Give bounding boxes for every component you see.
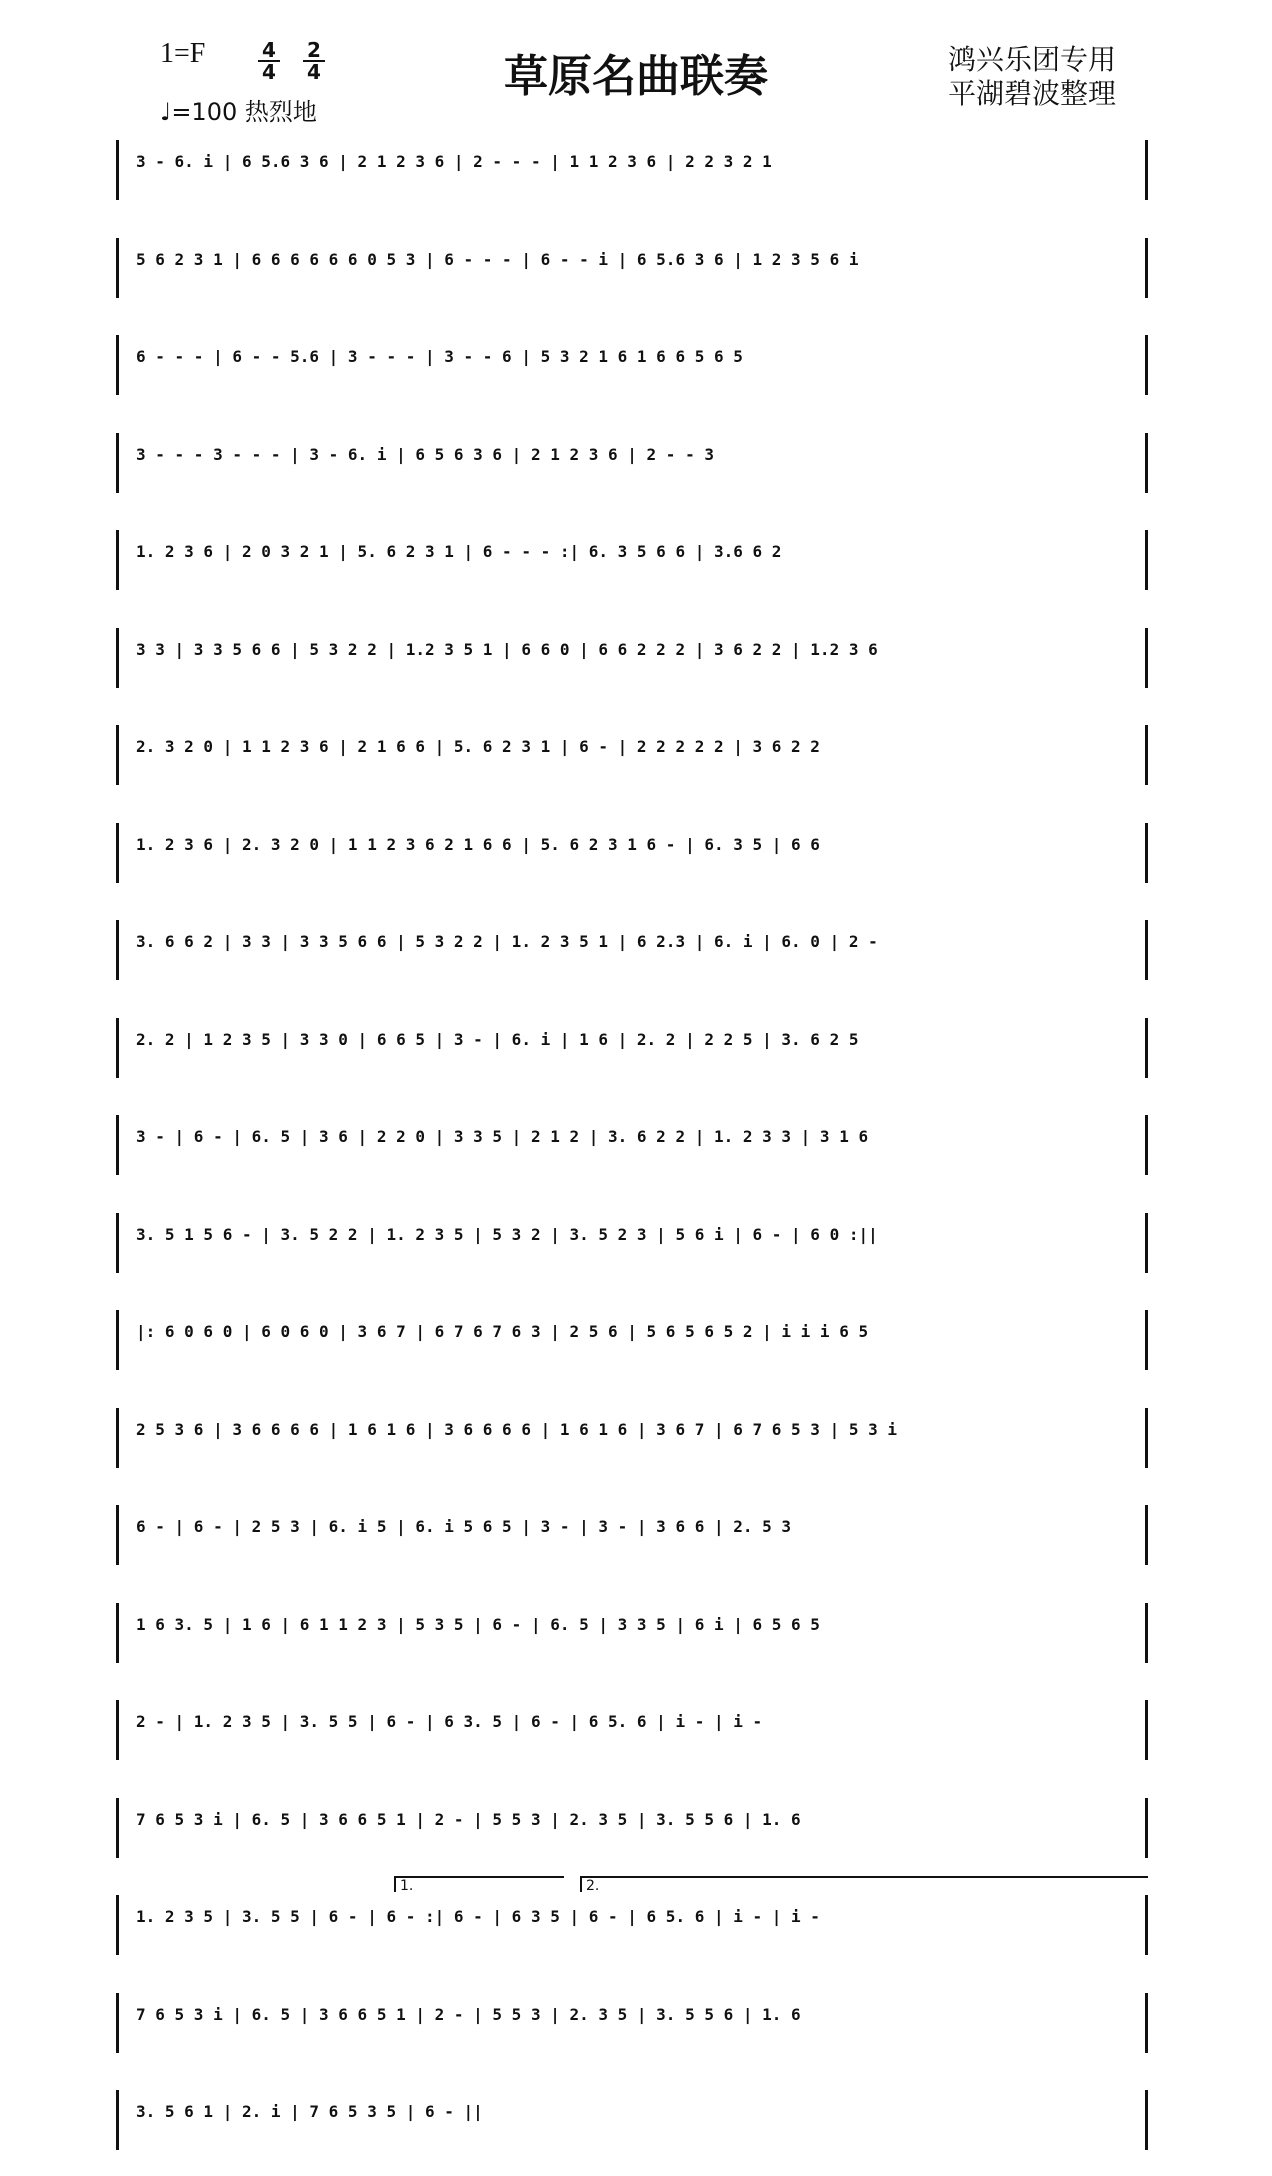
barline-right: [1145, 530, 1148, 590]
credit-line-1: 鸿兴乐团专用: [948, 43, 1117, 76]
volta-second-ending: 2.: [580, 1876, 1148, 1892]
barline-left: [116, 1603, 119, 1663]
score-line: [116, 530, 1148, 590]
barline-right: [1145, 238, 1148, 298]
notation-text: 5 6 2 3 1 | 6 6 6 6 6 6 0 5 3 | 6 - - - | 6 - - i | 6 5.6 3 6 | 1 2 3 5 6 i: [136, 249, 859, 269]
score-line: [116, 238, 1148, 298]
barline-right: [1145, 1505, 1148, 1565]
barline-right: [1145, 628, 1148, 688]
score-line: [116, 1310, 1148, 1370]
barline-left: [116, 1993, 119, 2053]
barline-left: [116, 628, 119, 688]
meter2-numerator: 2: [307, 38, 321, 62]
barline-left: [116, 1408, 119, 1468]
tempo-marking: ♩=100 热烈地: [160, 98, 317, 126]
barline-left: [116, 140, 119, 200]
credit-line-2: 平湖碧波整理: [948, 77, 1117, 110]
barline-right: [1145, 1310, 1148, 1370]
barline-right: [1145, 1408, 1148, 1468]
notation-text: 2. 3 2 0 | 1 1 2 3 6 | 2 1 6 6 | 5. 6 2 3 1 | 6 - | 2 2 2 2 2 | 3 6 2 2: [136, 737, 820, 756]
score-line: [116, 140, 1148, 200]
barline-left: [116, 823, 119, 883]
barline-left: [116, 1505, 119, 1565]
page-title: 草原名曲联奏: [504, 51, 768, 102]
score-line: [116, 628, 1148, 688]
barline-left: [116, 1213, 119, 1273]
barline-left: [116, 1700, 119, 1760]
notation-text: 7 6 5 3 i | 6. 5 | 3 6 6 5 1 | 2 - | 5 5 3 | 2. 3 5 | 3. 5 5 6 | 1. 6: [136, 1809, 801, 1829]
barline-left: [116, 1895, 119, 1955]
barline-left: [116, 1115, 119, 1175]
barline-right: [1145, 725, 1148, 785]
meter1-denominator: 4: [258, 60, 280, 82]
barline-right: [1145, 1213, 1148, 1273]
barline-left: [116, 1018, 119, 1078]
score-line: [116, 1213, 1148, 1273]
score-line: [116, 1505, 1148, 1565]
notation-text: 7 6 5 3 i | 6. 5 | 3 6 6 5 1 | 2 - | 5 5 3 | 2. 3 5 | 3. 5 5 6 | 1. 6: [136, 2004, 801, 2024]
barline-left: [116, 238, 119, 298]
barline-right: [1145, 433, 1148, 493]
notation-text: |: 6 0 6 0 | 6 0 6 0 | 3 6 7 | 6 7 6 7 6 3 | 2 5 6 | 5 6 5 6 5 2 | i i i 6 5: [136, 1322, 869, 1341]
score-line: [116, 725, 1148, 785]
barline-right: [1145, 1018, 1148, 1078]
barline-right: [1145, 823, 1148, 883]
notation-text: 2. 2 | 1 2 3 5 | 3 3 0 | 6 6 5 | 3 - | 6. i | 1 6 | 2. 2 | 2 2 5 | 3. 6 2 5: [136, 1029, 859, 1049]
score-line: [116, 1018, 1148, 1078]
notation-text: 1. 2 3 6 | 2. 3 2 0 | 1 1 2 3 6 2 1 6 6 | 5. 6 2 3 1 6 - | 6. 3 5 | 6 6: [136, 834, 820, 854]
notation-text: 3. 5 6 1 | 2. i | 7 6 5 3 5 | 6 - ||: [136, 2102, 483, 2121]
barline-right: [1145, 1700, 1148, 1760]
barline-right: [1145, 1798, 1148, 1858]
notation-text: 2 5 3 6 | 3 6 6 6 6 | 1 6 1 6 | 3 6 6 6 6 | 1 6 1 6 | 3 6 7 | 6 7 6 5 3 | 5 3 i: [136, 1419, 897, 1439]
notation-text: 6 - | 6 - | 2 5 3 | 6. i 5 | 6. i 5 6 5 | 3 - | 3 - | 3 6 6 | 2. 5 3: [136, 1517, 792, 1536]
score-line: [116, 1993, 1148, 2053]
barline-left: [116, 920, 119, 980]
notation-text: 3. 5 1 5 6 - | 3. 5 2 2 | 1. 2 3 5 | 5 3 2 | 3. 5 2 3 | 5 6 i | 6 - | 6 0 :||: [136, 1224, 878, 1244]
notation-text: 1. 2 3 5 | 3. 5 5 | 6 - | 6 - :| 6 - | 6 3 5 | 6 - | 6 5. 6 | i - | i -: [136, 1907, 820, 1926]
barline-right: [1145, 2090, 1148, 2150]
score-line: [116, 1603, 1148, 1663]
score-line: [116, 335, 1148, 395]
barline-left: [116, 433, 119, 493]
barline-left: [116, 530, 119, 590]
notation-text: 3 - | 6 - | 6. 5 | 3 6 | 2 2 0 | 3 3 5 | 2 1 2 | 3. 6 2 2 | 1. 2 3 3 | 3 1 6: [136, 1127, 869, 1146]
volta-first-ending: 1.: [394, 1876, 564, 1892]
barline-left: [116, 1798, 119, 1858]
score-line: [116, 2090, 1148, 2150]
notation-text: 1. 2 3 6 | 2 0 3 2 1 | 5. 6 2 3 1 | 6 - - - :| 6. 3 5 6 6 | 3.6 6 2: [136, 542, 782, 561]
score-line: [116, 1895, 1148, 1955]
score-line: [116, 823, 1148, 883]
barline-right: [1145, 1895, 1148, 1955]
notation-text: 2 - | 1. 2 3 5 | 3. 5 5 | 6 - | 6 3. 5 | 6 - | 6 5. 6 | i - | i -: [136, 1712, 763, 1731]
barline-right: [1145, 920, 1148, 980]
notation-text: 3 - - - 3 - - - | 3 - 6. i | 6 5 6 3 6 | 2 1 2 3 6 | 2 - - 3: [136, 444, 714, 464]
barline-left: [116, 2090, 119, 2150]
score-line: [116, 920, 1148, 980]
barline-right: [1145, 140, 1148, 200]
barline-left: [116, 725, 119, 785]
notation-text: 3 - 6. i | 6 5.6 3 6 | 2 1 2 3 6 | 2 - - - | 1 1 2 3 6 | 2 2 3 2 1: [136, 152, 772, 171]
notation-text: 1 6 3. 5 | 1 6 | 6 1 1 2 3 | 5 3 5 | 6 - | 6. 5 | 3 3 5 | 6 i | 6 5 6 5: [136, 1614, 820, 1634]
barline-right: [1145, 335, 1148, 395]
score-line: [116, 1798, 1148, 1858]
score-line: [116, 1408, 1148, 1468]
score-line: [116, 433, 1148, 493]
barline-right: [1145, 1993, 1148, 2053]
barline-left: [116, 1310, 119, 1370]
score-line: [116, 1115, 1148, 1175]
meter1-numerator: 4: [262, 38, 276, 62]
score-line: [116, 1700, 1148, 1760]
notation-text: 3 3 | 3 3 5 6 6 | 5 3 2 2 | 1.2 3 5 1 | 6 6 0 | 6 6 2 2 2 | 3 6 2 2 | 1.2 3 6: [136, 639, 878, 659]
barline-right: [1145, 1603, 1148, 1663]
barline-right: [1145, 1115, 1148, 1175]
key-signature: 1=F: [160, 38, 206, 69]
meter2-denominator: 4: [303, 60, 325, 82]
barline-left: [116, 335, 119, 395]
notation-text: 6 - - - | 6 - - 5.6 | 3 - - - | 3 - - 6 | 5 3 2 1 6 1 6 6 5 6 5: [136, 347, 743, 366]
notation-text: 3. 6 6 2 | 3 3 | 3 3 5 6 6 | 5 3 2 2 | 1. 2 3 5 1 | 6 2.3 | 6. i | 6. 0 | 2 -: [136, 932, 878, 951]
